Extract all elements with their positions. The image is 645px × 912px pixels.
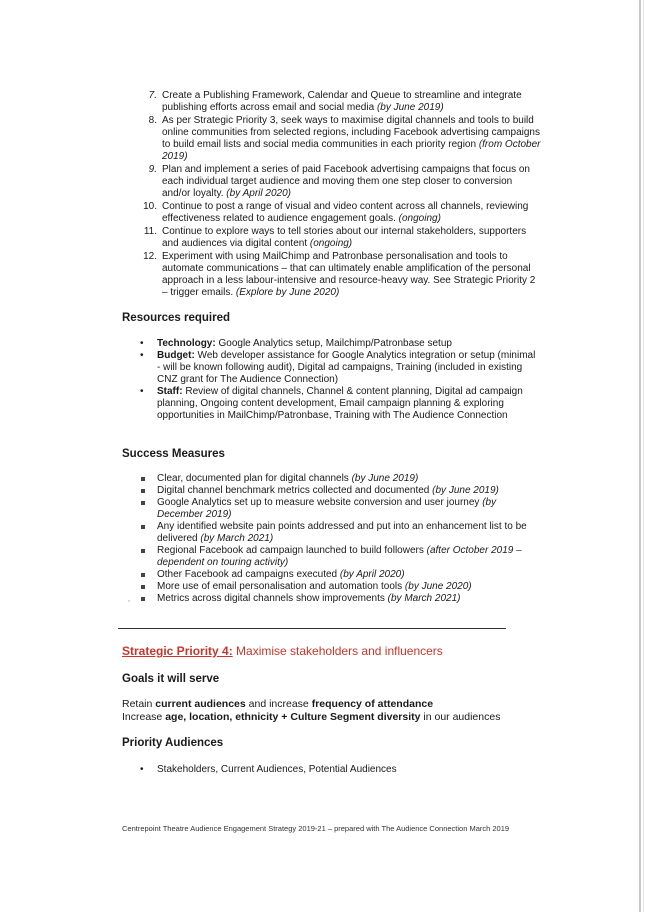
goals-emphasis: current audiences xyxy=(155,698,246,710)
bullet-dot-icon: • xyxy=(140,338,144,349)
action-item xyxy=(122,164,542,200)
section-divider xyxy=(118,628,506,629)
success-item xyxy=(138,569,538,581)
item-number: 9. xyxy=(148,164,157,175)
item-text xyxy=(162,201,542,225)
item-date: (from October 2019) xyxy=(162,139,541,162)
square-bullet-icon xyxy=(141,489,145,493)
strategic-priority-4-heading xyxy=(122,644,443,658)
action-item xyxy=(122,251,542,299)
success-date: (by April 2020) xyxy=(339,569,405,580)
success-date: (by March 2021) xyxy=(200,533,274,544)
success-item xyxy=(138,593,538,605)
resource-label: Technology: xyxy=(157,338,216,349)
item-body: Continue to post a range of visual and video content across all channels, reviewing effectiveness related to audience engagement goals. xyxy=(162,201,529,224)
action-item xyxy=(122,90,542,114)
success-item xyxy=(138,521,538,545)
goals-emphasis: age, location, ethnicity + Culture Segment diversity xyxy=(165,711,421,723)
resource-item-staff xyxy=(138,386,538,422)
success-heading: Success Measures xyxy=(122,448,225,460)
page-edge-line xyxy=(643,0,644,912)
audience-item xyxy=(138,764,538,776)
audiences-list xyxy=(138,764,538,776)
item-text xyxy=(162,164,542,200)
priority-audiences-heading: Priority Audiences xyxy=(122,737,224,749)
success-text: Metrics across digital channels show improvements xyxy=(157,593,388,604)
square-bullet-icon xyxy=(141,585,145,589)
square-bullet-icon xyxy=(141,501,145,505)
success-text: Regional Facebook ad campaign launched to build followers xyxy=(157,545,427,556)
goals-heading: Goals it will serve xyxy=(122,673,220,685)
success-item xyxy=(138,485,538,497)
action-item xyxy=(122,201,542,225)
item-text xyxy=(162,90,542,114)
success-date: (after October 2019 – dependent on touring activity) xyxy=(157,545,522,568)
square-bullet-icon xyxy=(141,549,145,553)
resources-heading: Resources required xyxy=(122,312,231,324)
resources-list xyxy=(138,338,538,422)
action-item xyxy=(122,115,542,163)
item-date: (Explore by June 2020) xyxy=(235,287,340,298)
success-text: Digital channel benchmark metrics collected and documented xyxy=(157,485,433,496)
bullet-dot-icon: • xyxy=(140,764,144,775)
bullet-dot-icon: • xyxy=(140,386,144,397)
success-date: (by December 2019) xyxy=(157,497,497,520)
action-items-list xyxy=(122,90,542,300)
goals-text: and increase xyxy=(245,698,312,710)
success-date: (by June 2019) xyxy=(351,473,419,484)
item-body: Plan and implement a series of paid Facebook advertising campaigns that focus on each individual target audience and moving them one step closer to conversion and/or loyalty. xyxy=(162,164,530,199)
item-number: 12. xyxy=(143,251,157,262)
square-bullet-icon xyxy=(141,573,145,577)
success-date: (by June 2020) xyxy=(404,581,472,592)
priority-title: Maximise stakeholders and influencers xyxy=(232,644,443,658)
item-text xyxy=(162,251,542,299)
resource-text: Web developer assistance for Google Analytics integration or setup (minimal - will be known following audit), Digital ad campaigns, Training (included in existing CNZ grant for The Audience Connection) xyxy=(157,350,536,385)
item-text xyxy=(162,226,542,250)
success-text: Any identified website pain points addressed and put into an enhancement list to be delivered xyxy=(157,521,527,544)
resource-text: Google Analytics setup, Mailchimp/Patronbase setup xyxy=(215,338,452,349)
success-text: Google Analytics set up to measure website conversion and user journey xyxy=(157,497,483,508)
item-text xyxy=(162,115,542,163)
goals-line-1 xyxy=(122,698,433,711)
success-date: (by June 2019) xyxy=(432,485,499,496)
success-item xyxy=(138,581,538,593)
resource-label: Budget: xyxy=(157,350,195,361)
item-date: (by June 2019) xyxy=(376,102,444,113)
success-date: (by March 2021) xyxy=(387,593,461,604)
goals-text: Increase xyxy=(122,711,166,723)
success-list xyxy=(138,473,538,605)
item-number: 8. xyxy=(148,115,157,126)
item-body: Experiment with using MailChimp and Patronbase personalisation and tools to automate communications – that can ultimately enable amplification of the personal approach in a less labour-intensive and resource-heavy way. See Strategic Priority 2 – trigger emails. xyxy=(162,251,536,298)
scan-mark: , xyxy=(128,596,130,603)
item-number: 10. xyxy=(143,201,157,212)
success-text: Other Facebook ad campaigns executed xyxy=(157,569,340,580)
success-text: Clear, documented plan for digital channels xyxy=(157,473,352,484)
resource-item-budget xyxy=(138,350,538,386)
square-bullet-icon xyxy=(141,597,145,601)
bullet-dot-icon: • xyxy=(140,350,144,361)
resource-text: Review of digital channels, Channel & content planning, Digital ad campaign planning, Ongoing content development, Email campaign planning & exploring opportunities in MailChimp/Patronbase, Training with The Audience Connection xyxy=(157,386,523,421)
square-bullet-icon xyxy=(141,477,145,481)
item-number: 7. xyxy=(148,90,157,101)
item-date: (ongoing) xyxy=(398,213,441,224)
action-item xyxy=(122,226,542,250)
item-body: Create a Publishing Framework, Calendar and Queue to streamline and integrate publishing efforts across email and social media xyxy=(162,90,522,113)
audience-text: Stakeholders, Current Audiences, Potential Audiences xyxy=(157,764,397,775)
success-item xyxy=(138,545,538,569)
goals-text: Retain xyxy=(122,698,156,710)
item-date: (ongoing) xyxy=(309,238,353,249)
success-item xyxy=(138,497,538,521)
goals-emphasis: frequency of attendance xyxy=(311,698,434,710)
item-body: As per Strategic Priority 3, seek ways to maximise digital channels and tools to build online communities from selected regions, including Facebook advertising campaigns to build email lists and social media communities in each priority region xyxy=(162,115,540,150)
item-number: 11. xyxy=(143,226,157,237)
goals-text: in our audiences xyxy=(420,711,501,723)
page-footer: Centrepoint Theatre Audience Engagement Strategy 2019-21 – prepared with The Audience Connection March 2019 xyxy=(122,824,510,833)
priority-label: Strategic Priority 4: xyxy=(122,644,233,658)
resource-item-technology xyxy=(138,338,538,350)
item-date: (by April 2020) xyxy=(226,188,291,199)
square-bullet-icon xyxy=(141,525,145,529)
success-text: More use of email personalisation and automation tools xyxy=(157,581,405,592)
item-body: Continue to explore ways to tell stories about our internal stakeholders, supporters and audiences via digital content xyxy=(162,226,527,249)
resource-label: Staff: xyxy=(157,386,183,397)
success-item xyxy=(138,473,538,485)
page-edge-shadow xyxy=(639,0,641,912)
goals-line-2 xyxy=(122,711,500,724)
